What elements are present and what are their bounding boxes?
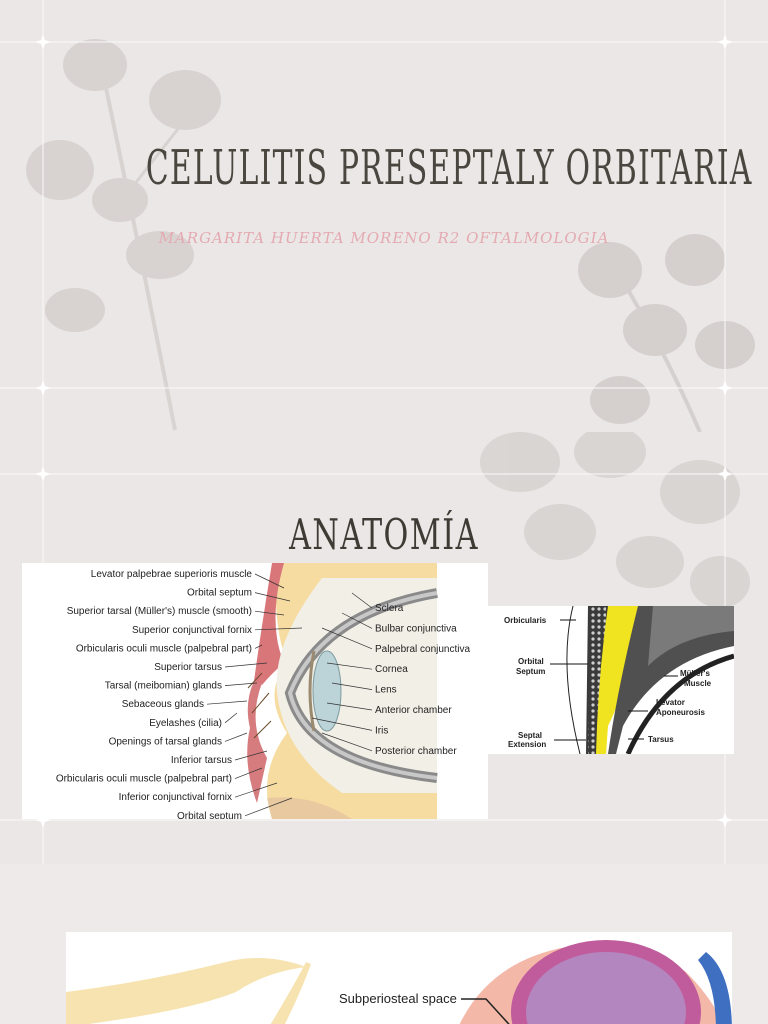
eyelid-right-label: Posterior chamber — [375, 745, 457, 757]
eyelid-right-label: Anterior chamber — [375, 705, 452, 716]
subperiosteal-space-figure — [66, 932, 732, 1024]
anatomy-slide — [0, 432, 768, 864]
eyelid-left-label: Levator palpebrae superioris muscle — [90, 569, 252, 580]
slide-title: ANATOMÍA — [289, 510, 479, 559]
eyelid-left-label: Inferior conjunctival fornix — [118, 792, 232, 804]
label-septum: Septum — [516, 667, 546, 676]
orbital-septum-figure — [488, 606, 734, 754]
label-subperiosteal-space: Subperiosteal space — [339, 991, 457, 1006]
eyelid-left-label: Orbicularis oculi muscle (palpebral part) — [55, 773, 232, 785]
eyelid-left-label: Openings of tarsal glands — [108, 736, 222, 748]
slide-decoration — [0, 0, 768, 432]
presentation-title: CELULITIS PRESEPTALY ORBITARIA — [145, 140, 753, 196]
eyelid-left-label: Tarsal (meibomian) glands — [104, 680, 222, 692]
title-slide — [0, 0, 768, 432]
eyelid-right-label: Iris — [375, 725, 389, 737]
eyelid-left-label: Eyelashes (cilia) — [149, 717, 222, 729]
eyelid-left-label: Superior tarsus — [154, 662, 222, 673]
eyelid-right-label: Lens — [375, 684, 397, 696]
label-extension: Extension — [508, 740, 547, 749]
label-muscle: Muscle — [684, 679, 712, 688]
left-labels — [56, 569, 253, 819]
eyelid-left-label: Orbital septum — [176, 810, 242, 819]
eyelid-left-label: Orbital septum — [186, 587, 252, 599]
label-muller: Müller's — [680, 669, 710, 678]
eyelid-left-label: Superior tarsal (Müller's) muscle (smooth) — [66, 606, 252, 618]
leader-line — [225, 683, 257, 686]
orbit-diagram — [66, 932, 732, 1024]
orbital-septum-diagram — [488, 606, 734, 754]
eyelid-left-label: Sebaceous glands — [121, 699, 204, 711]
eyelid-left-label: Superior conjunctival fornix — [131, 624, 252, 636]
orbit-illustration — [66, 940, 732, 1024]
leaf-shadow-right — [578, 234, 755, 432]
eyelid-illustration — [247, 563, 437, 819]
leader-line — [225, 733, 247, 741]
eyelid-right-label: Palpebral conjunctiva — [375, 643, 471, 655]
eyelid-anatomy-figure — [22, 563, 488, 819]
eyelid-right-label: Sclera — [375, 603, 404, 614]
eyelid-left-label: Orbicularis oculi muscle (palpebral part) — [75, 643, 252, 655]
label-orbicularis: Orbicularis — [504, 616, 547, 625]
label-aponeurosis: Aponeurosis — [656, 708, 705, 717]
presentation-subtitle: MARGARITA HUERTA MORENO R2 OFTALMOLOGIA — [158, 229, 610, 247]
label-orbital: Orbital — [518, 657, 544, 666]
leader-line — [207, 701, 247, 704]
eyelid-right-label: Bulbar conjunctiva — [375, 623, 457, 635]
label-levator: Levator — [656, 698, 685, 707]
eyelid-diagram — [22, 563, 488, 819]
label-tarsus: Tarsus — [648, 735, 674, 744]
orbit-slide — [0, 864, 768, 1024]
eyelid-left-label: Inferior tarsus — [170, 755, 232, 766]
label-septal: Septal — [518, 731, 543, 740]
eyelid-right-label: Cornea — [375, 664, 408, 676]
leader-line — [225, 713, 237, 723]
